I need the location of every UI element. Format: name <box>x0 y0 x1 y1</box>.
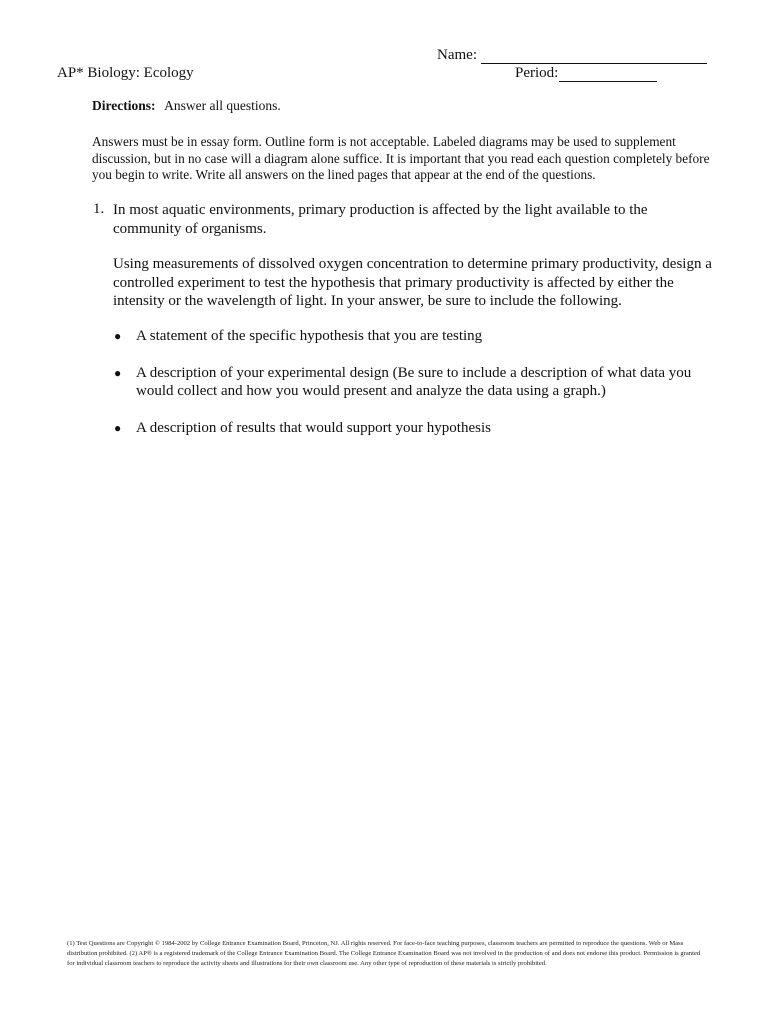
bullet-icon: ● <box>114 420 122 435</box>
instructions-paragraph: Answers must be in essay form. Outline form is not acceptable. Labeled diagrams may be used to supplement discussion, but in no case will a diagram alone suffice. It is important that you read each question completely before you begin to write. Write all answers on the lined pages that appear at the end of the questions. <box>92 134 710 182</box>
directions-label: Directions: <box>92 98 156 113</box>
list-item <box>113 419 693 438</box>
list-item <box>113 364 693 401</box>
period-blank-line[interactable] <box>559 67 657 82</box>
bullet-icon: ● <box>114 329 122 343</box>
question-number: 1. <box>93 201 105 217</box>
name-field-row <box>437 47 707 64</box>
directions <box>92 98 281 114</box>
question-intro: In most aquatic environments, primary production is affected by the light available to the community of organisms. <box>113 202 648 237</box>
name-blank-line[interactable] <box>481 49 707 64</box>
bullet-text: A description of results that would support your hypothesis <box>136 419 491 436</box>
list-item <box>113 327 693 346</box>
directions-text: Answer all questions. <box>164 98 281 113</box>
bullet-icon: ● <box>114 365 122 380</box>
copyright-footer: (1) Test Questions are Copyright © 1984-2002 by College Entrance Examination Board, Princeton, NJ. All rights reserved. For face-to-face teaching purposes, classroom teachers are permitted to reproduce the questions. Web or Mass distribution prohibited. (2) AP® is a registered trademark of the College Entrance Examination Board. The College Entrance Examination Board was not involved in the production of and does not endorse this product. Permission is granted for individual classroom teachers to reproduce the activity sheets and illustrations for their own classroom use. Any other type of reproduction of these materials is strictly prohibited. <box>67 940 701 967</box>
question-design-prompt: Using measurements of dissolved oxygen concentration to determine primary productivity, design a controlled experiment to test the hypothesis that primary productivity is affected by either the intensity or the wavelength of light. In your answer, be sure to include the following. <box>113 256 712 309</box>
bullet-text: A statement of the specific hypothesis that you are testing <box>136 328 483 344</box>
bullet-text: A description of your experimental design (Be sure to include a description of what data you would collect and how you would present and analyze the data using a graph.) <box>136 364 692 399</box>
period-label: Period: <box>515 65 559 81</box>
course-title: AP* Biology: Ecology <box>57 65 194 81</box>
name-label: Name: <box>437 47 477 63</box>
question-bullet-list <box>113 327 693 455</box>
period-field-row <box>515 65 657 82</box>
